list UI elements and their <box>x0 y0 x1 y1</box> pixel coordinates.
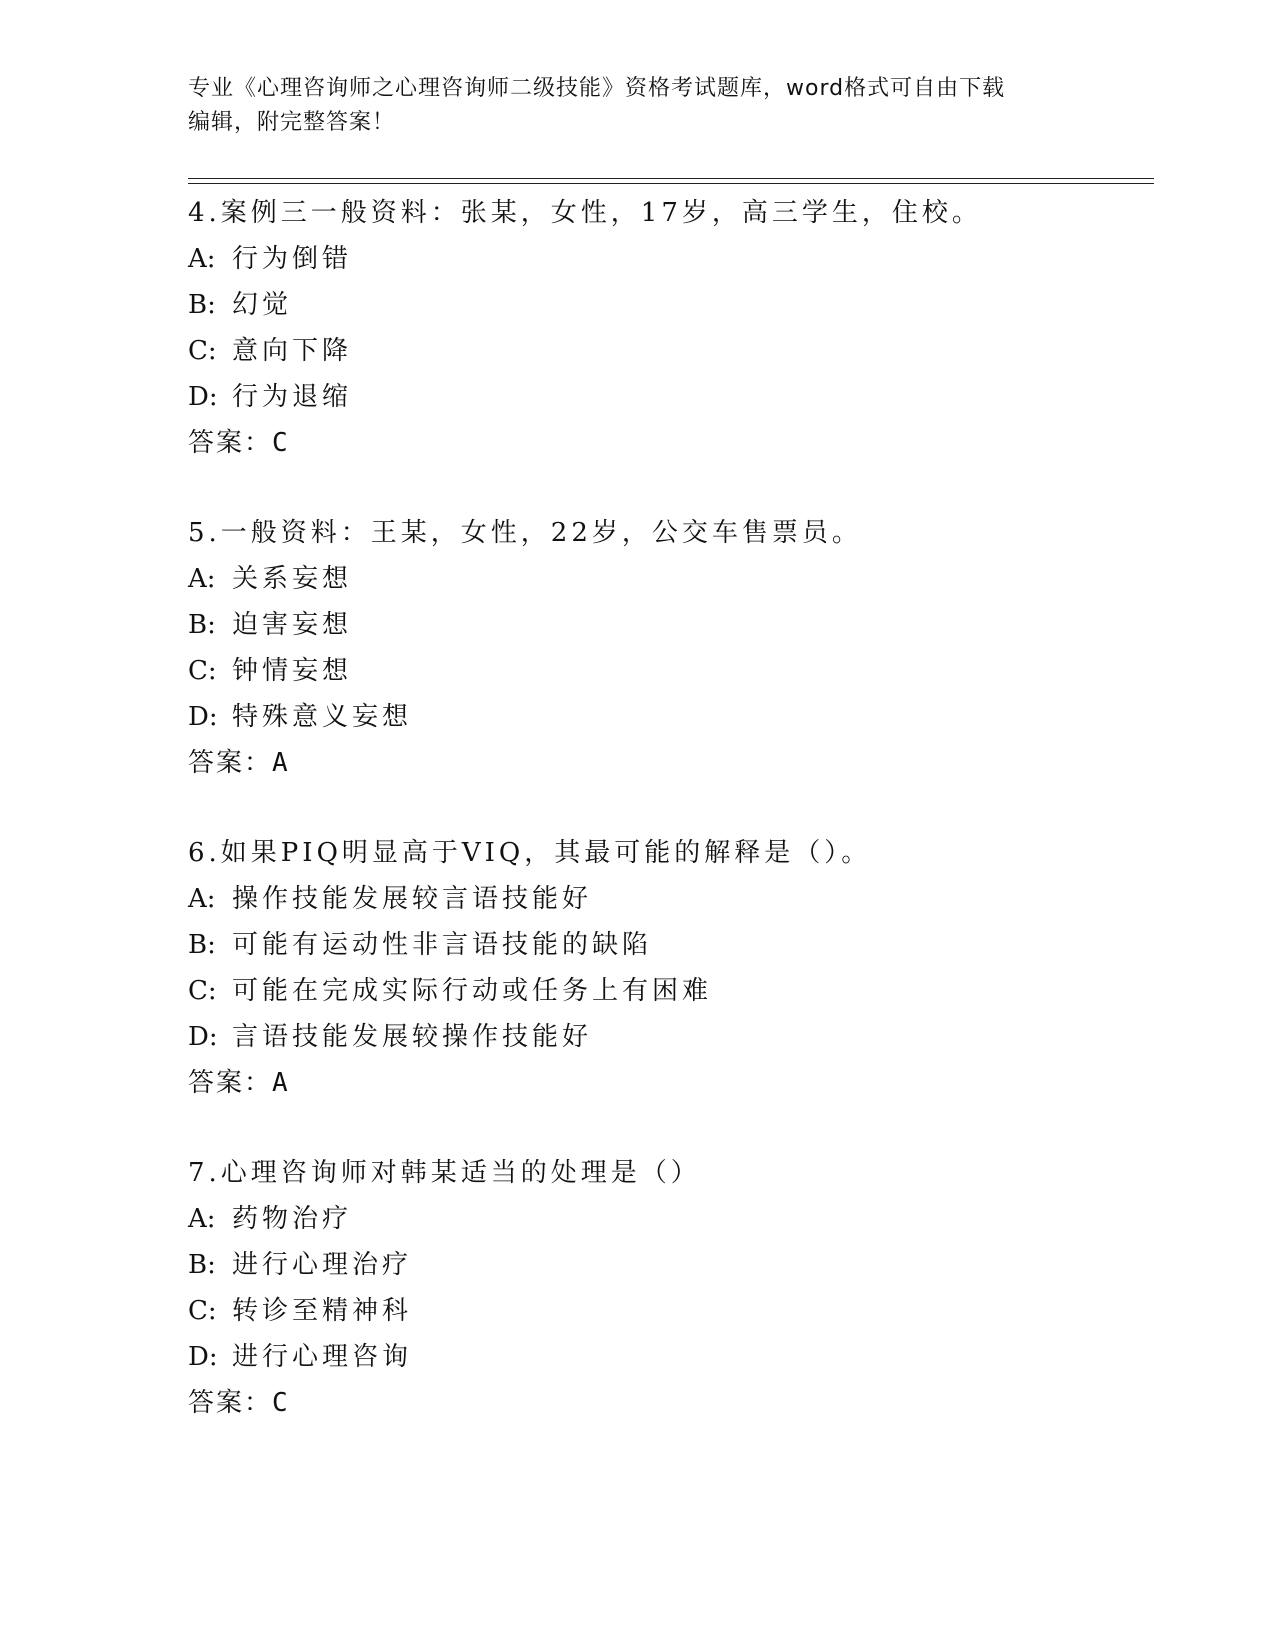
option-text: 迫害妄想 <box>232 610 353 640</box>
option-a <box>188 236 1148 282</box>
option-c <box>188 328 1148 374</box>
option-d <box>188 694 1148 740</box>
option-c <box>188 648 1148 694</box>
option-c <box>188 1288 1148 1334</box>
option-b <box>188 1242 1148 1288</box>
option-letter: D: <box>188 1022 218 1052</box>
option-letter: B: <box>188 610 216 640</box>
option-d <box>188 374 1148 420</box>
question-stem: 6.如果PIQ明显高于VIQ，其最可能的解释是（）。 <box>188 838 872 868</box>
question-stem: 5.一般资料：王某，女性，22岁，公交车售票员。 <box>188 518 862 548</box>
option-letter: B: <box>188 930 216 960</box>
option-letter: A: <box>188 884 216 914</box>
option-letter: C: <box>188 656 217 686</box>
option-letter: A: <box>188 564 216 594</box>
option-text: 可能有运动性非言语技能的缺陷 <box>232 930 653 960</box>
question-block <box>188 510 1148 786</box>
answer-value: C <box>272 428 290 458</box>
option-d <box>188 1014 1148 1060</box>
option-letter: B: <box>188 290 216 320</box>
answer-value: A <box>272 1068 290 1098</box>
option-letter: D: <box>188 382 218 412</box>
answer-line <box>188 740 1148 786</box>
option-letter: C: <box>188 1296 217 1326</box>
answer-label: 答案： <box>188 1068 273 1098</box>
option-b <box>188 602 1148 648</box>
option-text: 药物治疗 <box>232 1204 353 1234</box>
option-c <box>188 968 1148 1014</box>
option-letter: D: <box>188 1342 218 1372</box>
option-letter: D: <box>188 702 218 732</box>
question-block <box>188 190 1148 466</box>
option-text: 进行心理治疗 <box>232 1250 413 1280</box>
option-b <box>188 282 1148 328</box>
option-text: 行为退缩 <box>232 382 353 412</box>
answer-value: A <box>272 748 290 778</box>
answer-label: 答案： <box>188 748 273 778</box>
answer-line <box>188 1060 1148 1106</box>
answer-label: 答案： <box>188 428 273 458</box>
header-divider-top <box>188 178 1154 179</box>
option-text: 关系妄想 <box>232 564 353 594</box>
question-stem: 4.案例三一般资料：张某，女性，17岁，高三学生，住校。 <box>188 198 982 228</box>
option-a <box>188 1196 1148 1242</box>
option-a <box>188 556 1148 602</box>
option-text: 言语技能发展较操作技能好 <box>232 1022 593 1052</box>
option-letter: A: <box>188 244 216 274</box>
option-d <box>188 1334 1148 1380</box>
option-text: 钟情妄想 <box>232 656 353 686</box>
answer-line <box>188 420 1148 466</box>
option-text: 行为倒错 <box>232 244 353 274</box>
answer-label: 答案： <box>188 1388 273 1418</box>
option-text: 意向下降 <box>232 336 353 366</box>
answer-line <box>188 1380 1148 1426</box>
option-text: 操作技能发展较言语技能好 <box>232 884 593 914</box>
option-letter: C: <box>188 976 217 1006</box>
header-divider-bottom <box>188 183 1154 184</box>
document-header <box>188 72 1068 140</box>
option-text: 特殊意义妄想 <box>232 702 413 732</box>
header-line-2: 编辑，附完整答案！ <box>188 110 396 135</box>
question-block <box>188 1150 1148 1426</box>
option-b <box>188 922 1148 968</box>
option-letter: A: <box>188 1204 216 1234</box>
question-block <box>188 830 1148 1106</box>
option-letter: C: <box>188 336 217 366</box>
option-letter: B: <box>188 1250 216 1280</box>
option-text: 幻觉 <box>232 290 293 320</box>
question-stem: 7.心理咨询师对韩某适当的处理是（） <box>188 1158 701 1188</box>
header-line-1: 专业《心理咨询师之心理咨询师二级技能》资格考试题库，word格式可自由下载 <box>188 76 1006 101</box>
option-text: 转诊至精神科 <box>232 1296 413 1326</box>
answer-value: C <box>272 1388 290 1418</box>
option-text: 可能在完成实际行动或任务上有困难 <box>232 976 713 1006</box>
option-a <box>188 876 1148 922</box>
option-text: 进行心理咨询 <box>232 1342 413 1372</box>
